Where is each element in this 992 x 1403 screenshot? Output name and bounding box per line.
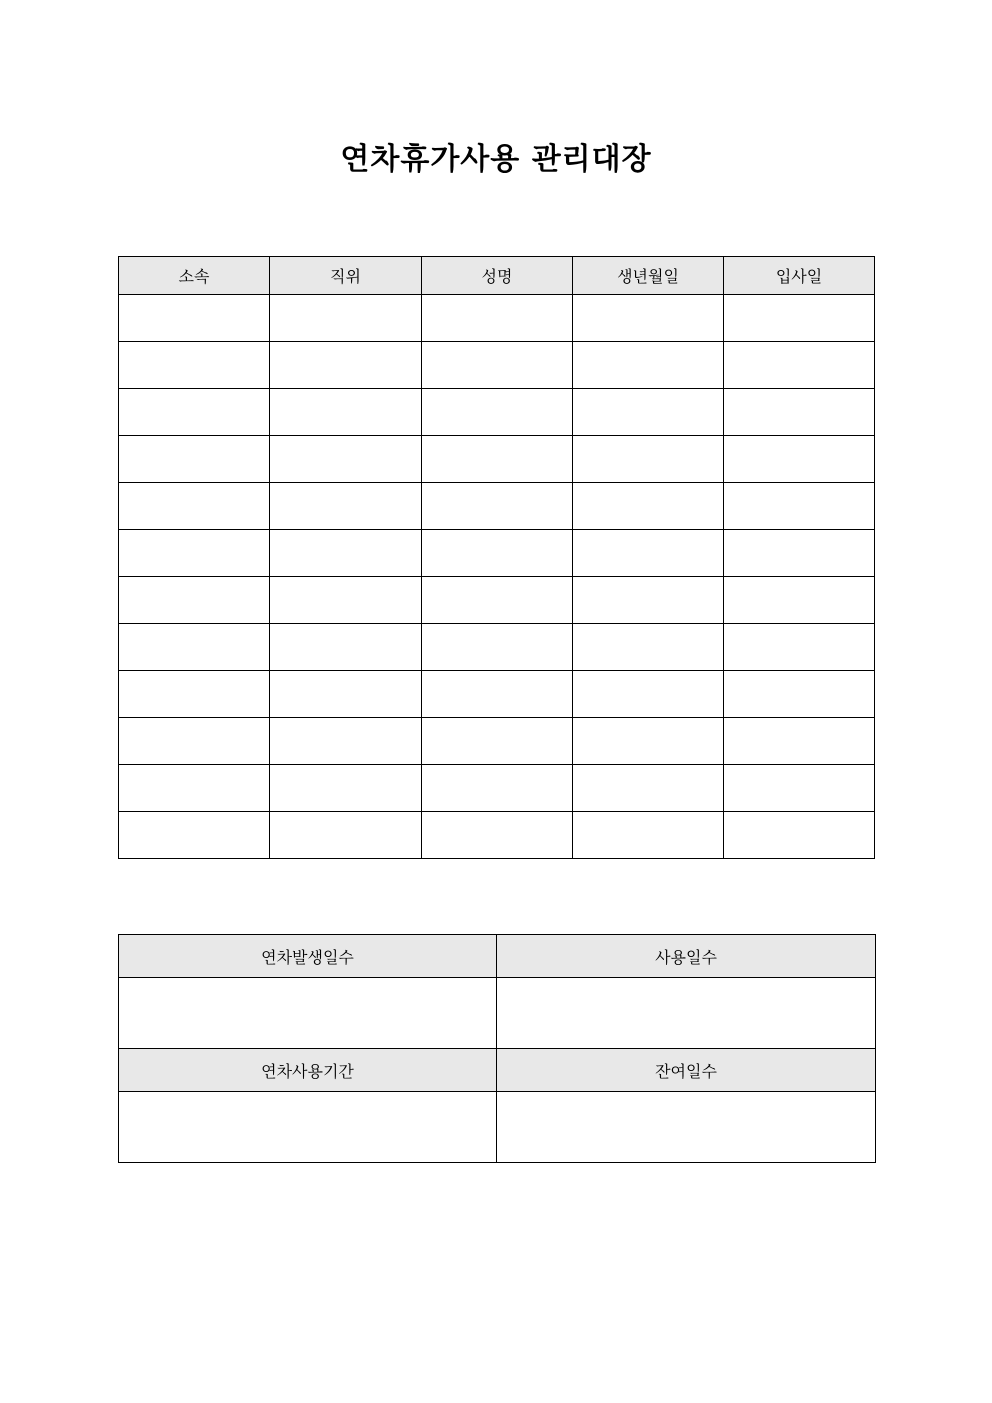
table-row xyxy=(119,671,875,718)
table-cell[interactable] xyxy=(270,765,422,812)
employee-table xyxy=(118,256,875,859)
table-cell[interactable] xyxy=(422,342,573,389)
table-cell[interactable] xyxy=(573,671,724,718)
table-cell[interactable] xyxy=(119,342,270,389)
usage-period-label: 연차사용기간 xyxy=(119,1049,497,1092)
table-cell[interactable] xyxy=(422,577,573,624)
table-cell[interactable] xyxy=(724,295,875,342)
table-cell[interactable] xyxy=(422,671,573,718)
table-cell[interactable] xyxy=(422,483,573,530)
header-hire-date: 입사일 xyxy=(724,257,875,295)
table-cell[interactable] xyxy=(119,812,270,859)
table-cell[interactable] xyxy=(422,530,573,577)
table-cell[interactable] xyxy=(270,577,422,624)
header-name: 성명 xyxy=(422,257,573,295)
table-cell[interactable] xyxy=(573,718,724,765)
table-cell[interactable] xyxy=(270,530,422,577)
summary-header-row xyxy=(119,935,876,978)
header-birthdate: 생년월일 xyxy=(573,257,724,295)
table-row xyxy=(119,389,875,436)
table-cell[interactable] xyxy=(724,436,875,483)
table-cell[interactable] xyxy=(119,765,270,812)
table-cell[interactable] xyxy=(573,436,724,483)
table-cell[interactable] xyxy=(119,483,270,530)
table-cell[interactable] xyxy=(724,671,875,718)
used-days-label: 사용일수 xyxy=(497,935,876,978)
table-cell[interactable] xyxy=(422,812,573,859)
table-cell[interactable] xyxy=(119,718,270,765)
document-title: 연차휴가사용 관리대장 xyxy=(340,142,652,177)
table-cell[interactable] xyxy=(724,812,875,859)
table-cell[interactable] xyxy=(724,765,875,812)
table-cell[interactable] xyxy=(573,295,724,342)
table-cell[interactable] xyxy=(724,718,875,765)
table-cell[interactable] xyxy=(573,624,724,671)
table-cell[interactable] xyxy=(573,342,724,389)
table-row xyxy=(119,624,875,671)
table-cell[interactable] xyxy=(422,389,573,436)
table-cell[interactable] xyxy=(573,389,724,436)
employee-table-header-row xyxy=(119,257,875,295)
table-cell[interactable] xyxy=(422,436,573,483)
table-cell[interactable] xyxy=(119,671,270,718)
table-cell[interactable] xyxy=(573,530,724,577)
remaining-days-cell[interactable] xyxy=(497,1092,876,1163)
table-cell[interactable] xyxy=(270,812,422,859)
table-cell[interactable] xyxy=(724,483,875,530)
table-row xyxy=(119,812,875,859)
header-position: 직위 xyxy=(270,257,422,295)
table-cell[interactable] xyxy=(270,718,422,765)
table-cell[interactable] xyxy=(270,671,422,718)
table-cell[interactable] xyxy=(573,577,724,624)
table-row xyxy=(119,436,875,483)
table-row xyxy=(119,765,875,812)
table-cell[interactable] xyxy=(119,530,270,577)
table-cell[interactable] xyxy=(270,342,422,389)
leave-summary-table xyxy=(118,934,876,1163)
table-cell[interactable] xyxy=(119,624,270,671)
table-cell[interactable] xyxy=(573,765,724,812)
summary-value-row xyxy=(119,978,876,1049)
usage-period-cell[interactable] xyxy=(119,1092,497,1163)
table-cell[interactable] xyxy=(422,624,573,671)
table-cell[interactable] xyxy=(724,530,875,577)
table-cell[interactable] xyxy=(270,624,422,671)
table-row xyxy=(119,342,875,389)
table-row xyxy=(119,530,875,577)
table-cell[interactable] xyxy=(422,765,573,812)
summary-value-row xyxy=(119,1092,876,1163)
used-days-cell[interactable] xyxy=(497,978,876,1049)
table-cell[interactable] xyxy=(724,342,875,389)
table-cell[interactable] xyxy=(573,483,724,530)
table-cell[interactable] xyxy=(422,295,573,342)
table-cell[interactable] xyxy=(270,389,422,436)
table-row xyxy=(119,483,875,530)
table-cell[interactable] xyxy=(270,436,422,483)
table-cell[interactable] xyxy=(724,624,875,671)
table-cell[interactable] xyxy=(422,718,573,765)
table-cell[interactable] xyxy=(119,577,270,624)
table-cell[interactable] xyxy=(573,812,724,859)
table-cell[interactable] xyxy=(724,577,875,624)
table-row xyxy=(119,577,875,624)
table-cell[interactable] xyxy=(724,389,875,436)
header-department: 소속 xyxy=(119,257,270,295)
table-cell[interactable] xyxy=(270,295,422,342)
table-cell[interactable] xyxy=(119,389,270,436)
table-cell[interactable] xyxy=(119,436,270,483)
summary-header-row xyxy=(119,1049,876,1092)
table-row xyxy=(119,295,875,342)
table-cell[interactable] xyxy=(119,295,270,342)
table-cell[interactable] xyxy=(270,483,422,530)
generated-days-label: 연차발생일수 xyxy=(119,935,497,978)
generated-days-cell[interactable] xyxy=(119,978,497,1049)
employee-table-body xyxy=(119,295,875,859)
table-row xyxy=(119,718,875,765)
remaining-days-label: 잔여일수 xyxy=(497,1049,876,1092)
